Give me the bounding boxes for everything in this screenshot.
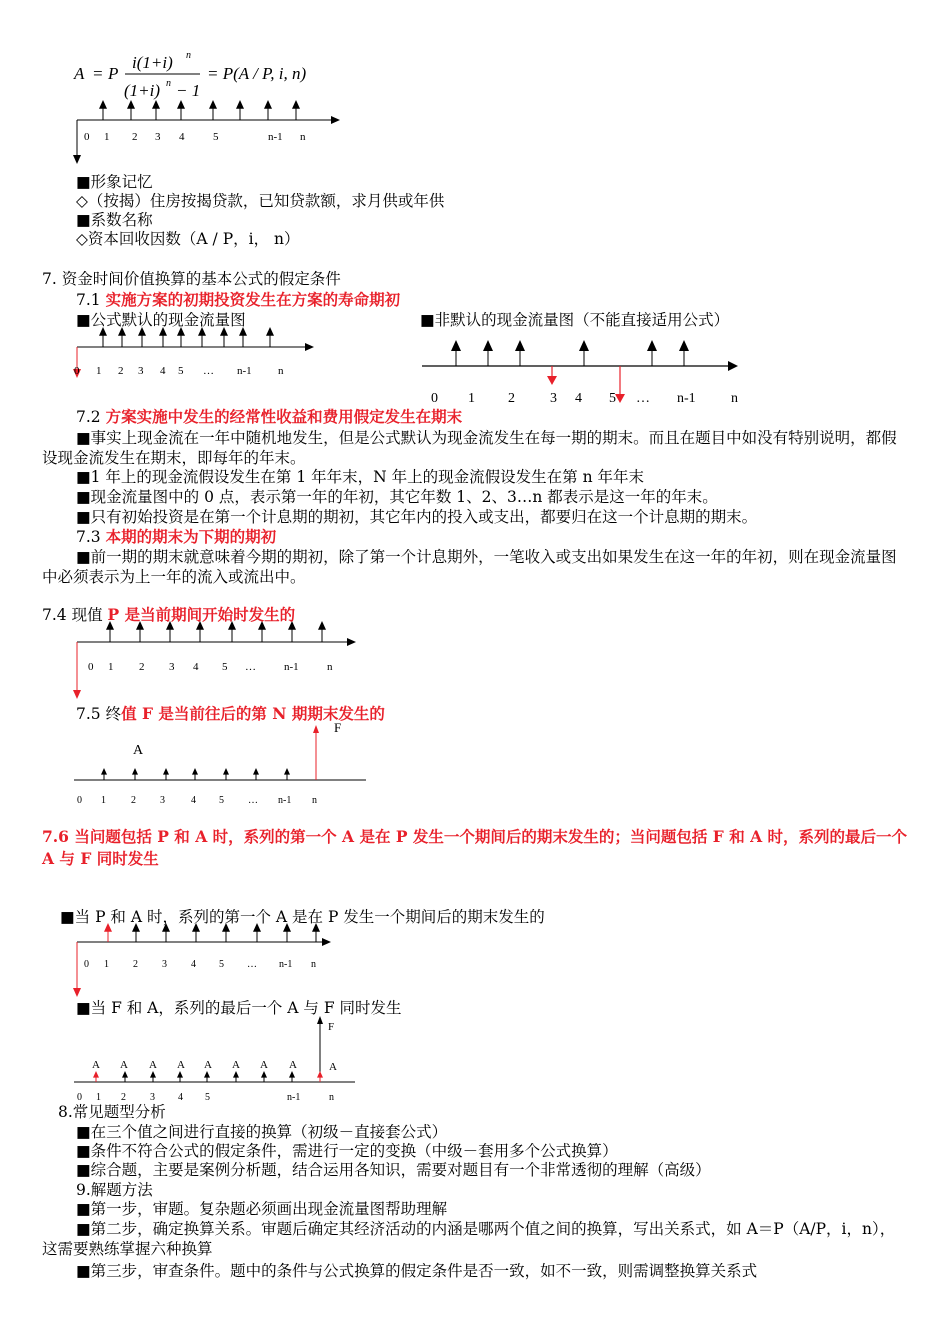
d75-f-label: F xyxy=(334,720,342,735)
d71b-inflow-arrow-arrowhead xyxy=(647,340,657,351)
sec7-3-heading: 7.3 本期的期末为下期的期初 xyxy=(76,527,277,546)
d75-tick: … xyxy=(248,795,258,806)
d76a-tick: 1 xyxy=(104,959,109,970)
sec9-title: 9.解题方法 xyxy=(76,1181,153,1199)
d1-tick: n-1 xyxy=(268,131,283,143)
sec9-step-2: ■第二步，确定换算关系。审题后确定其经济活动的内涵是哪两个值之间的换算，写出关系式，如 A＝P（A/P，i，n），这需要熟练掌握六种换算 xyxy=(42,1220,896,1258)
d71b-tick: 5 xyxy=(609,391,616,406)
sec7-2-para-4: ■只有初始投资是在第一个计息期的期初，其它年内的投入或支出，都要归在这一个计息期的期末。 xyxy=(76,508,758,526)
d74-axis-arrow xyxy=(347,638,356,646)
d1-tick: 3 xyxy=(155,131,161,143)
d76b-inflow-arrow-arrowhead xyxy=(204,1071,210,1078)
d76b-f-label: F xyxy=(328,1021,335,1033)
d75-inflow-arrow-arrowhead xyxy=(253,768,259,775)
formula-rhs: = P(A / P, i, n) xyxy=(207,64,307,83)
formula-num: i(1+i) xyxy=(132,53,173,72)
d76a-tick: … xyxy=(247,959,257,970)
d71b-inflow-arrow-arrowhead xyxy=(483,340,493,351)
d1-axis-arrow xyxy=(331,116,340,124)
d76b-tick: 0 xyxy=(77,1092,82,1103)
sec7-3-para: ■前一期的期末就意味着今期的期初，除了第一个计息期外，一笔收入或支出如果发生在这一年的年初，则在现金流量图中必须表示为上一年的流入或流出中。 xyxy=(42,548,897,586)
d1-inflow-arrow-arrowhead xyxy=(127,100,135,109)
sec7-6-heading: 7.6 当问题包括 P 和 A 时，系列的第一个 A 是在 P 发生一个期间后的期末发生的；当问题包括 F 和 A 时，系列的最后一个 A 与 F 同时发生 xyxy=(42,827,908,868)
d71a-tick: 2 xyxy=(118,365,124,377)
sec7-2-para-1: ■事实上现金流在一年中随机地发生，但是公式默认为现金流发生在每一期的期末。而且在题目中如没有特别说明，都假设现金流发生在期末，即每年的年末。 xyxy=(42,429,897,467)
d76b-a-label: A xyxy=(232,1059,240,1071)
d74-tick: 3 xyxy=(169,661,175,673)
d71a-tick: 4 xyxy=(160,365,166,377)
d76b-a-label: A xyxy=(204,1059,212,1071)
d71a-axis-arrow xyxy=(305,343,314,351)
d75-inflow-arrow-arrowhead xyxy=(223,768,229,775)
d71b-axis-arrow xyxy=(728,361,738,371)
d76b-inflow-arrow-arrowhead xyxy=(289,1071,295,1078)
d76b-inflow-arrow-arrowhead xyxy=(233,1071,239,1078)
sec9-step-1: ■第一步，审题。复杂题必须画出现金流量图帮助理解 xyxy=(76,1200,448,1218)
d76b-tick: n-1 xyxy=(287,1092,301,1103)
d76b-tick: 5 xyxy=(205,1092,210,1103)
sec8-item-1: ■在三个值之间进行直接的换算（初级－直接套公式） xyxy=(76,1123,448,1141)
d76b-tick: 2 xyxy=(121,1092,126,1103)
d76a-axis-arrow xyxy=(322,938,331,946)
d76b-a-last-label: A xyxy=(329,1061,337,1073)
d75-tick: n xyxy=(312,795,317,806)
d71a-tick: n-1 xyxy=(237,365,252,377)
d75-inflow-arrow-arrowhead xyxy=(192,768,198,775)
d1-inflow-arrow-arrowhead xyxy=(209,100,217,109)
d76b-tick: n xyxy=(329,1092,334,1103)
d76a-label: ■当 P 和 A 时，系列的第一个 A 是在 P 发生一个期间后的期末发生的 xyxy=(60,908,545,926)
d75-tick: 2 xyxy=(131,795,136,806)
d1-tick: 2 xyxy=(132,131,138,143)
d71a-inflow-arrow-arrowhead xyxy=(266,327,274,336)
d76a-tick: 4 xyxy=(191,959,196,970)
d71a-tick: … xyxy=(203,365,214,377)
d74-tick: 0 xyxy=(88,661,94,673)
d71b-tick: 4 xyxy=(575,391,582,406)
d76b-tick: 4 xyxy=(178,1092,183,1103)
formula-p: P xyxy=(108,64,119,83)
d76b-tick: 3 xyxy=(150,1092,155,1103)
d76b-label: ■当 F 和 A，系列的最后一个 A 与 F 同时发生 xyxy=(76,999,402,1017)
formula-eq: = xyxy=(92,64,104,83)
d75-inflow-arrow-arrowhead xyxy=(284,768,290,775)
d75-inflow-arrow-arrowhead xyxy=(101,768,107,775)
d71a-label: ■公式默认的现金流量图 xyxy=(76,311,246,329)
d76b-a-label: A xyxy=(149,1059,157,1071)
d76b-inflow-arrow-arrowhead xyxy=(150,1071,156,1078)
d76b-inflow-arrow-arrowhead xyxy=(122,1071,128,1078)
d76b-a-label: A xyxy=(289,1059,297,1071)
sec7-4-heading: 7.4 现值 P 是当前期间开始时发生的 xyxy=(42,605,296,624)
d71b-inflow-arrow-arrowhead xyxy=(579,340,589,351)
d75-inflow-arrow-arrowhead xyxy=(163,768,169,775)
d74-inflow-arrow-arrowhead xyxy=(318,621,326,630)
d75-inflow-arrow-arrowhead xyxy=(132,768,138,775)
memory-example: ◇（按揭）住房按揭贷款，已知贷款额，求月供或年供 xyxy=(76,192,445,210)
d71b-tick: 3 xyxy=(550,391,557,406)
sec7-5-heading: 7.5 终值 F 是当前往后的第 N 期期末发生的 xyxy=(76,704,385,723)
d1-inflow-arrow-arrowhead xyxy=(152,100,160,109)
d74-tick: 5 xyxy=(222,661,228,673)
d71a-tick: 3 xyxy=(138,365,144,377)
sec7-title: 7. 资金时间价值换算的基本公式的假定条件 xyxy=(42,270,341,288)
d76b-last-a-arrow-arrowhead xyxy=(317,1071,323,1078)
d76a-p-arrow xyxy=(73,988,81,997)
d1-inflow-arrow-arrowhead xyxy=(264,100,272,109)
coef-heading: ■系数名称 xyxy=(76,211,153,229)
d75-tick: 5 xyxy=(219,795,224,806)
d76a-tick: 2 xyxy=(133,959,138,970)
formula-den-exp: n xyxy=(166,78,171,89)
d76a-tick: 5 xyxy=(219,959,224,970)
d74-tick: 1 xyxy=(108,661,114,673)
d75-tick: 4 xyxy=(191,795,196,806)
d71b-tick: 1 xyxy=(468,391,475,406)
sec8-item-3: ■综合题，主要是案例分析题，结合运用各知识，需要对题目有一个非常透彻的理解（高级） xyxy=(76,1161,711,1179)
d71b-inflow-arrow-arrowhead xyxy=(515,340,525,351)
d71b-out-arrow-2 xyxy=(615,394,625,403)
d1-inflow-arrow-arrowhead xyxy=(177,100,185,109)
d71b-tick: n-1 xyxy=(677,391,696,406)
d75-f-arrow xyxy=(313,725,319,733)
d1-tick: 5 xyxy=(213,131,219,143)
d1-tick: 0 xyxy=(84,131,90,143)
formula-den-tail: − 1 xyxy=(176,81,201,100)
d76b-a-label: A xyxy=(260,1059,268,1071)
d1-tick: 4 xyxy=(179,131,185,143)
sec7-2-para-3: ■现金流量图中的 0 点，表示第一年的年初，其它年数 1、2、3…n 都表示是这一年的年末。 xyxy=(76,488,718,506)
d74-tick: n-1 xyxy=(284,661,299,673)
d75-tick: 0 xyxy=(77,795,82,806)
d74-tick: … xyxy=(245,661,256,673)
sec7-2-para-2: ■1 年上的现金流假设发生在第 1 年年末，N 年上的现金流假设发生在第 n 年年末 xyxy=(76,468,644,486)
sec9-step-3: ■第三步，审查条件。题中的条件与公式换算的假定条件是否一致，如不一致，则需调整换算关系式 xyxy=(76,1262,758,1280)
sec8-item-2: ■条件不符合公式的假定条件，需进行一定的变换（中级－套用多个公式换算） xyxy=(76,1142,618,1160)
d76b-inflow-arrow-arrowhead xyxy=(261,1071,267,1078)
d71a-tick: 1 xyxy=(96,365,102,377)
sec7-2-heading: 7.2 方案实施中发生的经常性收益和费用假定发生在期末 xyxy=(76,407,463,426)
d71a-tick: 0 xyxy=(74,365,80,377)
d74-tick: 4 xyxy=(193,661,199,673)
d76b-inflow-arrow-arrowhead xyxy=(177,1071,183,1078)
d76b-a-label: A xyxy=(177,1059,185,1071)
d76a-tick: n-1 xyxy=(279,959,293,970)
d75-a-label: A xyxy=(133,743,144,758)
d74-p-arrow xyxy=(73,690,81,699)
d71b-tick: … xyxy=(636,391,650,406)
d76b-inflow-arrow-arrowhead xyxy=(93,1071,99,1078)
d75-tick: n-1 xyxy=(278,795,292,806)
d74-tick: 2 xyxy=(139,661,145,673)
d76a-tick: 0 xyxy=(84,959,89,970)
d71a-tick: 5 xyxy=(178,365,184,377)
sec7-1-heading: 7.1 实施方案的初期投资发生在方案的寿命期初 xyxy=(76,290,401,309)
d71b-tick: 0 xyxy=(431,391,438,406)
coef-name: ◇资本回收因数（A / P，i， n） xyxy=(76,230,300,248)
sec8-title: 8.常见题型分析 xyxy=(58,1103,166,1121)
d1-tick: 1 xyxy=(104,131,110,143)
d76b-a-label: A xyxy=(120,1059,128,1071)
d74-tick: n xyxy=(327,661,333,673)
formula-lhs: A xyxy=(74,64,85,83)
d71b-label: ■非默认的现金流量图（不能直接适用公式） xyxy=(420,311,730,329)
d71a-tick: n xyxy=(278,365,284,377)
d1-p-arrow xyxy=(73,155,81,164)
d75-tick: 3 xyxy=(160,795,165,806)
d1-tick: n xyxy=(300,131,306,143)
d71b-tick: n xyxy=(731,391,738,406)
d1-inflow-arrow-arrowhead xyxy=(99,100,107,109)
memory-heading: ■形象记忆 xyxy=(76,173,153,191)
d75-tick: 1 xyxy=(101,795,106,806)
d76a-tick: n xyxy=(311,959,316,970)
d1-inflow-arrow-arrowhead xyxy=(292,100,300,109)
d76a-tick: 3 xyxy=(162,959,167,970)
d71b-tick: 2 xyxy=(508,391,515,406)
d76b-tick: 1 xyxy=(96,1092,101,1103)
d71b-out-arrow-1 xyxy=(547,376,557,385)
formula-num-exp: n xyxy=(186,50,191,61)
formula-den: (1+i) xyxy=(124,81,161,100)
d71b-inflow-arrow-arrowhead xyxy=(679,340,689,351)
d1-inflow-arrow-arrowhead xyxy=(236,100,244,109)
d76b-a-label: A xyxy=(92,1059,100,1071)
d71b-inflow-arrow-arrowhead xyxy=(451,340,461,351)
